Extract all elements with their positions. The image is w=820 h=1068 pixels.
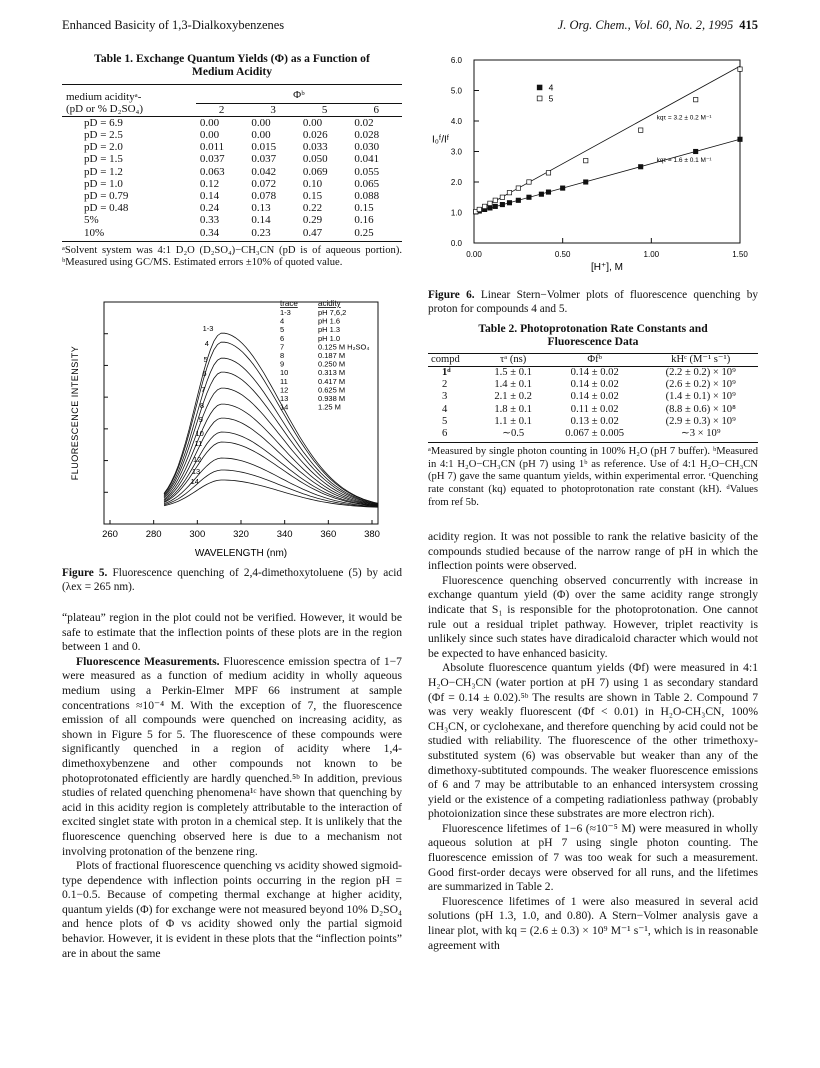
table1-row	[62, 166, 402, 178]
figure5-legend-acidity: 0.125 M H₂SO₄	[318, 342, 370, 352]
figure5-plot	[62, 294, 402, 562]
table1-cell: 0.00	[199, 128, 220, 141]
figure5-xtick-label: 320	[233, 529, 249, 540]
figure6-point	[546, 171, 550, 175]
figure5-legend-acidity: 0.417 M	[318, 376, 346, 386]
table2-cell: 0.14 ± 0.02	[570, 367, 619, 379]
table2-cell: (2.2 ± 0.2) × 10⁹	[665, 367, 736, 379]
figure5-legend-trace: 13	[280, 394, 289, 403]
figure6-point	[482, 204, 486, 208]
figure6-point	[500, 195, 504, 199]
table2-cell: (1.4 ± 0.1) × 10⁹	[665, 391, 736, 403]
left-paragraph-3: Plots of fractional fluorescence quenching vs acidity showed sigmoid-type dependence with inflection points occurring in the region pH = 0.1−0.5. Because of competing thermal exchange at higher acidity, quantum yields (Φ) for exchange were not measured beyond 10% D₂SO₄ and hence plots of Φ vs acidity showed only the partial sigmoid behavior. However, it is evident in these plots that the “inflection points” are in about the same	[62, 859, 402, 960]
table2-block	[428, 322, 758, 509]
figure6-point	[493, 198, 497, 202]
figure6-point	[527, 180, 531, 184]
table1-cell: 0.24	[199, 202, 220, 215]
table1-row	[62, 141, 402, 153]
table2-cell: (2.6 ± 0.2) × 10⁹	[665, 379, 736, 391]
figure6-caption-text: Linear Stern−Volmer plots of fluorescence quenching by proton for compounds 4 and 5.	[428, 289, 759, 315]
left-paragraph-2-text: Fluorescence emission spectra of 1−7 were measured as a function of medium acidity in wholly aqueous medium using a Perkin-Elmer MPF 66 instrument at sample concentrations ≈10⁻⁴ M. With the exception of 7, the fluorescence emission of all compounds were quenched on increasing acidity, as shown in Figure 5 for 5. The fluorescence of these compounds were significantly quenched in a region of acidity where 1,4-dimethoxybenzene and other compounds not known to be photoprotonated efficiently are hardly quenched.⁵ᵇ In addition, previous studies of related quenching phenomena¹ᶜ have shown that quenching by acid in this acidity region is completely attributable to the interaction of excited singlet state with proton in a chemical step. It is unlikely that the fluorescence quenching observed here is due to a mechanism not involving protonation of the benzene ring.	[62, 654, 402, 858]
figure5-caption-label: Figure 5.	[62, 567, 108, 579]
table2-cell: ∼0.5	[502, 428, 525, 440]
table1-row-label: pD = 2.5	[84, 128, 123, 141]
table1-cell: 0.030	[354, 141, 380, 154]
table2-cell: 0.14 ± 0.02	[570, 391, 619, 403]
left-paragraph-2	[62, 655, 402, 859]
table2-footnote: ᵃMeasured by single photon counting in 100% H₂O (pH 7 buffer). ᵇMeasured in 4:1 H₂O−CH₃CN (pH 7) using 1ᵇ as reference. Use of 4:1 H₂O−CH₃CN (pH 7) gave the same quantum yields, within experimental error. ᶜQuenching rate constant (kq) equated to photoprotonation rate constant (kH). ᵈValues from ref 5b.	[428, 446, 758, 508]
figure6-plot	[420, 50, 758, 280]
table1-cell: 0.033	[302, 141, 328, 154]
figure6-point	[516, 198, 520, 202]
figure6-fit-line	[474, 139, 740, 212]
table2-row	[428, 391, 758, 403]
table2-head-tau: τᵃ (ns)	[500, 353, 527, 365]
figure5-legend-trace: 4	[280, 316, 285, 326]
figure5-legend-acidity: pH 1.6	[318, 316, 341, 326]
table1-row	[62, 178, 402, 190]
figure5-trace-label: 14	[190, 477, 199, 486]
table1-row-label: pD = 0.79	[84, 189, 129, 202]
table1-cell: 0.12	[199, 177, 220, 190]
right-body-text	[428, 530, 758, 953]
table2-title-line1: Table 2. Photoprotonation Rate Constants and	[478, 322, 708, 335]
page-number: 415	[739, 18, 758, 32]
figure6-xtick-label: 1.50	[732, 250, 748, 259]
figure6-caption-label: Figure 6.	[428, 289, 475, 301]
figure5-trace-label: 7	[201, 385, 206, 394]
figure6-point	[488, 206, 492, 210]
right-paragraph-1: acidity region. It was not possible to rank the relative basicity of the compounds studied because of the narrow range of pH in which the inflection points were observed.	[428, 530, 758, 573]
figure5-legend-acidity: 0.938 M	[318, 394, 346, 403]
right-paragraph-3: Absolute fluorescence quantum yields (Φf) were measured in 4:1 H₂O−CH₃CN (water portion at pH 7) using 1 as secondary standard (Φf = 0.14 ± 0.02).⁵ᵇ The results are shown in Table 2. Compound 7 was very weakly fluorescent (Φf < 0.01) in H₂O-CH₃CN, 100% CH₃CN, or cyclohexane, and therefore quenching by acid could not be studied with reliability. The fluorescence of the other trimethoxy-substituted system (6) was observable but weaker than any of the dimethoxy-subtituted compounds. The weaker fluorescence emissions of 6 and 7 may be attributable to an enhanced intersystem crossing yield or the existence of a competing radiationless pathway (probably photoionization since these substrates are more electron rich).	[428, 661, 758, 821]
figure5-trace-label: 11	[194, 439, 203, 448]
table1-row	[62, 129, 402, 141]
table1-cell: 0.34	[199, 226, 220, 239]
figure6-point	[539, 192, 543, 196]
table1-cell: 0.33	[199, 214, 220, 227]
table2-cell: 0.14 ± 0.02	[570, 379, 619, 391]
table1-row-label: pD = 0.48	[84, 202, 129, 215]
table1-row	[62, 153, 402, 165]
figure6	[420, 50, 758, 280]
figure6-frame	[474, 60, 740, 243]
table1-rowhead-2: (pD or % D₂SO₄)	[66, 103, 144, 116]
figure6-point	[693, 97, 697, 101]
table2-row	[428, 428, 758, 440]
table1-row-label: pD = 6.9	[84, 116, 123, 129]
table1-cell: 0.037	[251, 153, 277, 166]
figure5-ylabel: FLUORESCENCE INTENSITY	[70, 345, 80, 481]
figure5-trace-label: 10	[195, 429, 204, 438]
left-paragraph-1: “plateau” region in the plot could not be verified. However, it would be safe to estimate that the inflection points of these plots are in the region between 1 and 0.	[62, 611, 402, 654]
figure6-point	[516, 186, 520, 190]
figure6-legend-label: 4	[548, 82, 554, 93]
table1-cell: 0.050	[302, 153, 328, 166]
figure6-ytick-label: 1.0	[450, 208, 462, 218]
figure5-trace-label: 6	[202, 369, 207, 378]
figure6-point	[527, 195, 531, 199]
right-paragraph-5: Fluorescence lifetimes of 1 were also measured in several acid solutions (pH 1.3, 1.0, and 0.80). A Stern−Volmer analysis gave a linear plot, with kq = (2.6 ± 0.3) × 10⁹ M⁻¹ s⁻¹, which is in reasonable agreement with	[428, 894, 758, 952]
table1-footnote: ᵃSolvent system was 4:1 D₂O (D₂SO₄)−CH₃CN (pD is of aqueous portion). ᵇMeasured using GC/MS. Estimated errors ±10% of quoted value.	[62, 244, 402, 269]
table1-col-6: 6	[373, 103, 379, 116]
figure5-caption	[62, 567, 402, 594]
table1	[62, 85, 402, 239]
figure5-legend-head-acidity: acidity	[318, 299, 341, 308]
figure6-xtick-label: 0.50	[554, 250, 571, 259]
table1-cell: 0.015	[251, 141, 277, 154]
table2-cell: (8.8 ± 0.6) × 10⁸	[665, 403, 736, 415]
table1-cell: 0.088	[354, 189, 380, 202]
figure6-point	[693, 149, 697, 153]
figure5-xtick-label: 280	[145, 529, 162, 540]
table1-cell: 0.072	[251, 177, 277, 190]
table1-cell: 0.47	[302, 226, 323, 239]
table1-cell: 0.055	[354, 165, 380, 178]
table1-cell: 0.042	[251, 165, 277, 178]
figure6-legend-marker	[537, 85, 542, 90]
figure5-legend-trace: 5	[280, 325, 285, 335]
figure5-legend-trace: 9	[280, 359, 285, 369]
table1-row	[62, 227, 402, 239]
table2-cell: 0.13 ± 0.02	[570, 415, 619, 427]
figure6-legend-marker	[537, 96, 542, 101]
table1-col-5: 5	[321, 103, 328, 116]
figure5	[62, 294, 402, 562]
figure6-point	[507, 201, 511, 205]
table1-block	[62, 52, 402, 270]
figure5-legend-trace: 1-3	[280, 308, 291, 317]
table2-cell: 1.8 ± 0.1	[494, 403, 532, 415]
figure6-caption	[428, 289, 758, 316]
figure6-legend-label: 5	[548, 93, 554, 104]
table2-cell: ∼3 × 10⁹	[680, 428, 721, 440]
figure6-ytick-label: 0.0	[450, 239, 462, 248]
table2-head-kh: kHᶜ (M⁻¹ s⁻¹)	[671, 353, 731, 365]
header-journal	[558, 18, 758, 33]
figure6-ytick-label: 5.0	[450, 86, 462, 96]
table2-cell: 1.4 ± 0.1	[494, 379, 532, 391]
figure6-point	[638, 165, 642, 169]
table1-cell: 0.065	[354, 177, 380, 190]
table2-cell: 0.11 ± 0.02	[570, 403, 619, 415]
table1-cell: 0.00	[251, 128, 271, 141]
table2-head-phi: Φfᵇ	[587, 353, 602, 365]
figure5-legend-trace: 10	[280, 368, 289, 378]
right-paragraph-2: Fluorescence quenching observed concurrently with increase in exchange quantum yield (Φ) over the same acidity range strongly indicate that S₁ is responsible for the photoprotonation. One cannot rule out a residual triplet pathway. However, triplet reactivity is unlikely since such states have diradicaloid character which would not be expected to have enhanced basicity.	[428, 573, 758, 660]
table1-cell: 0.15	[302, 189, 323, 202]
table1-cell: 0.14	[199, 189, 220, 202]
figure6-point	[738, 67, 742, 71]
table1-row-label: pD = 1.2	[84, 165, 123, 178]
table2-cell: 6	[442, 428, 448, 440]
table2-cell: 1.1 ± 0.1	[494, 415, 532, 427]
table2-cell: 2.1 ± 0.2	[494, 391, 532, 403]
figure5-xtick-label: 380	[364, 529, 380, 540]
figure5-trace-label: 1-3	[202, 324, 214, 333]
figure5-trace-label: 4	[204, 339, 209, 348]
table1-cell: 0.078	[251, 189, 277, 202]
table2-title-line2: Fluorescence Data	[547, 335, 639, 349]
table1-row	[62, 202, 402, 214]
figure6-point	[560, 186, 564, 190]
figure5-caption-text: Fluorescence quenching of 2,4-dimethoxytoluene (5) by acid (λex = 265 nm).	[62, 567, 403, 593]
figure6-fit-line	[474, 66, 740, 212]
figure6-point	[488, 201, 492, 205]
figure6-point	[738, 137, 742, 141]
figure5-legend-acidity: pH 1.0	[318, 333, 341, 343]
table1-cell: 0.14	[251, 214, 271, 227]
table1-cell: 0.25	[354, 226, 374, 239]
figure6-point	[500, 202, 504, 206]
table2-cell: 1.5 ± 0.1	[494, 367, 532, 379]
table2-cell: 5	[442, 415, 448, 427]
table2-head-compd: compd	[431, 353, 460, 365]
figure5-legend-acidity: 0.313 M	[318, 368, 346, 378]
journal-citation: J. Org. Chem., Vol. 60, No. 2, 1995	[557, 18, 734, 32]
table2-title	[428, 322, 758, 349]
figure5-trace-label: 5	[203, 355, 208, 364]
table1-cell: 0.00	[199, 116, 220, 129]
table1-cell: 0.069	[302, 165, 328, 178]
figure5-legend-acidity: 0.625 M	[318, 385, 346, 395]
table2	[428, 354, 758, 440]
figure6-point	[584, 180, 588, 184]
header-title: Enhanced Basicity of 1,3-Dialkoxybenzenes	[62, 18, 285, 32]
right-paragraph-4: Fluorescence lifetimes of 1−6 (≈10⁻⁵ M) were measured in wholly aqueous solution at pH 7 using single photon counting. The fluorescence emission of 7 was too weak for such a measurement. Good first-order decays were observed for all runs, and the lifetimes are summarized in Table 2.	[428, 821, 758, 894]
table1-cell: 0.29	[302, 214, 323, 227]
figure6-ytick-label: 3.0	[450, 147, 462, 157]
table1-row-label: 5%	[84, 214, 99, 227]
left-body-text	[62, 611, 402, 961]
figure5-legend-trace: 14	[280, 402, 289, 412]
figure6-point	[638, 128, 642, 132]
table1-cell: 0.23	[251, 226, 271, 239]
figure6-point	[546, 190, 550, 194]
figure5-legend-acidity: 0.250 M	[318, 359, 346, 369]
table2-row	[428, 367, 758, 380]
table1-cell: 0.026	[302, 128, 328, 141]
table1-row	[62, 190, 402, 202]
table1-cell: 0.15	[354, 202, 374, 215]
table1-col-2: 2	[218, 103, 225, 116]
section-heading-fluorescence: Fluorescence Measurements.	[76, 654, 220, 668]
table1-cell: 0.037	[199, 153, 225, 166]
figure6-ytick-label: 6.0	[450, 56, 462, 65]
table2-cell: 1ᵈ	[442, 367, 451, 379]
figure5-legend-acidity: 0.187 M	[318, 351, 346, 360]
table2-row	[428, 404, 758, 416]
table1-row-label: pD = 2.0	[84, 141, 123, 154]
table1-cell: 0.22	[302, 202, 323, 215]
table1-cell: 0.011	[199, 141, 225, 154]
figure6-xtick-label: 0.00	[466, 250, 482, 259]
figure5-trace-label: 8	[199, 401, 205, 410]
figure5-xtick-label: 340	[276, 529, 293, 540]
figure5-trace-label: 9	[198, 415, 203, 424]
table1-cell: 0.10	[302, 177, 323, 190]
table1-cell: 0.028	[354, 128, 380, 141]
table2-cell: (2.9 ± 0.3) × 10⁹	[665, 415, 736, 427]
table1-rowhead-1: medium acidityᵃ-	[66, 90, 142, 103]
figure5-legend-trace: 12	[280, 385, 289, 395]
figure5-legend-acidity: 1.25 M	[318, 402, 341, 412]
table1-cell: 0.00	[302, 116, 323, 129]
figure6-ylabel: I₀ᶠ/Iᶠ	[432, 134, 450, 146]
table2-row	[428, 416, 758, 428]
figure6-point	[493, 204, 497, 208]
figure5-legend-trace: 6	[280, 333, 285, 343]
table1-cell: 0.00	[251, 116, 271, 129]
figure5-xtick-label: 300	[189, 529, 206, 540]
figure6-ytick-label: 4.0	[450, 117, 462, 126]
table1-phi-head: Φᵇ	[196, 85, 402, 103]
figure6-point	[477, 207, 481, 211]
table1-row-label: pD = 1.5	[84, 153, 123, 166]
table2-cell: 4	[442, 403, 448, 415]
figure5-xlabel: WAVELENGTH (nm)	[194, 548, 288, 559]
table2-cell: 2	[442, 379, 448, 391]
figure5-trace-label: 13	[191, 467, 201, 476]
figure5-legend-trace: 11	[280, 376, 288, 386]
table1-cell: 0.02	[354, 116, 374, 129]
figure6-xtick-label: 1.00	[643, 250, 660, 259]
figure5-xtick-label: 260	[102, 529, 118, 540]
figure5-trace-label: 12	[193, 455, 202, 464]
table1-cell: 0.16	[354, 214, 374, 227]
figure6-ytick-label: 2.0	[450, 178, 462, 187]
figure5-legend-acidity: pH 7,6,2	[318, 308, 347, 317]
table1-col-3: 3	[270, 103, 276, 116]
table1-title	[62, 52, 402, 79]
table2-cell: 3	[442, 391, 448, 403]
figure6-slope-label: kqτ = 1.6 ± 0.1 M⁻¹	[656, 157, 712, 165]
figure6-slope-label: kqτ = 3.2 ± 0.2 M⁻¹	[656, 114, 712, 122]
figure5-legend-trace: 8	[280, 351, 285, 360]
table1-title-line1: Table 1. Exchange Quantum Yields (Φ) as a Function of	[94, 52, 370, 65]
figure5-legend-head-trace: trace	[280, 299, 298, 308]
table1-cell: 0.13	[251, 202, 271, 215]
table1-title-line2: Medium Acidity	[191, 65, 273, 79]
table2-row	[428, 379, 758, 391]
table1-row-label: 10%	[84, 226, 105, 239]
table1-row-label: pD = 1.0	[84, 177, 123, 190]
figure5-legend-acidity: pH 1.3	[318, 325, 341, 335]
figure6-point	[584, 158, 588, 162]
table1-row	[62, 116, 402, 129]
table1-cell: 0.063	[199, 165, 225, 178]
table1-row	[62, 214, 402, 226]
figure6-point	[507, 190, 511, 194]
figure5-legend-trace: 7	[280, 342, 285, 352]
figure5-xtick-label: 360	[320, 529, 337, 540]
figure6-xlabel: [H⁺], M	[591, 262, 623, 273]
table2-cell: 0.067 ± 0.005	[565, 428, 625, 440]
table1-cell: 0.041	[354, 153, 380, 166]
